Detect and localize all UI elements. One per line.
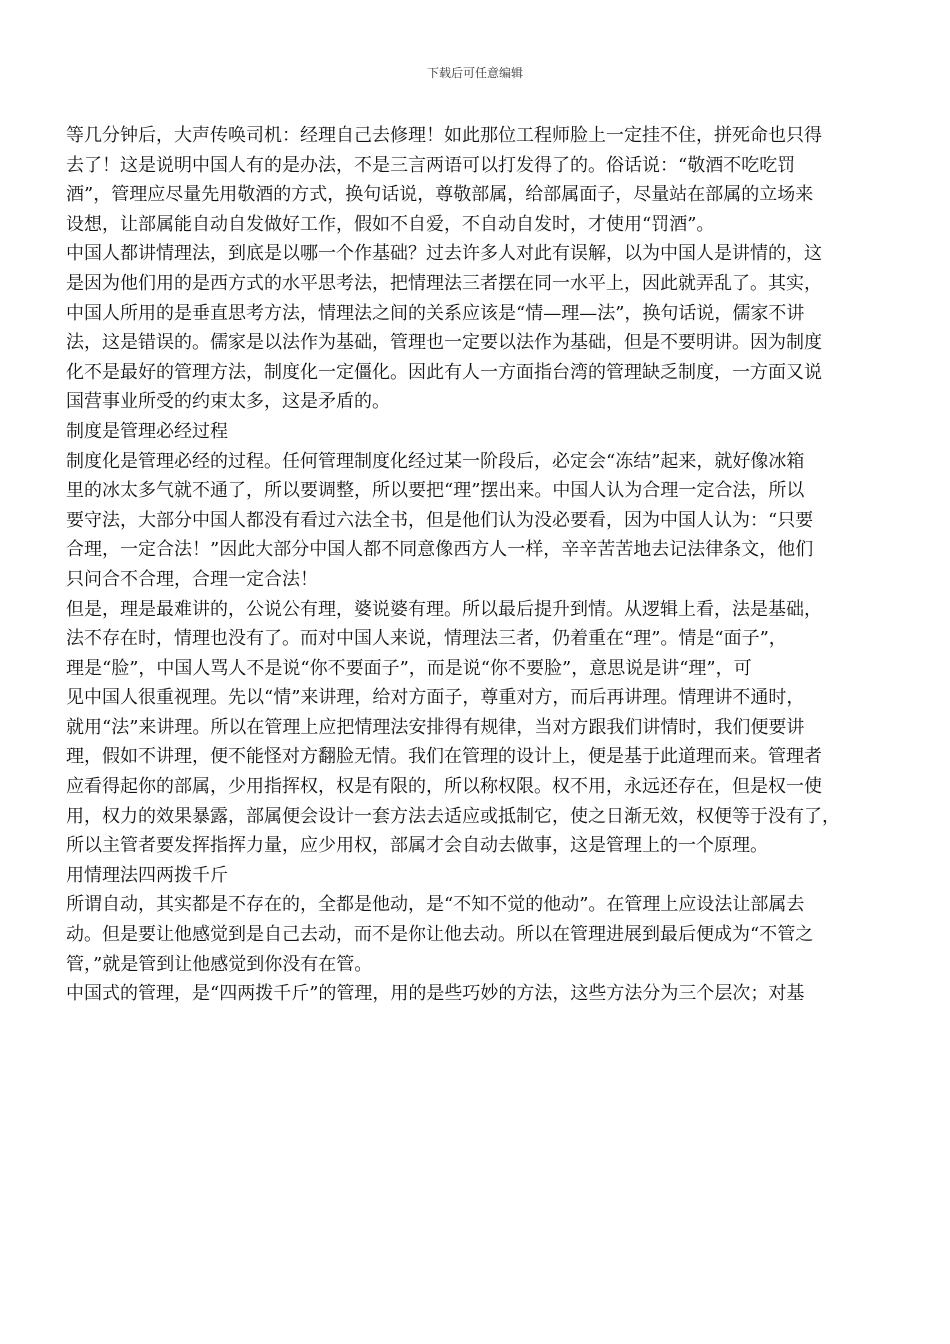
paragraph-line: 动。但是要让他感觉到是自己去动，而不是你让他去动。所以在管理进展到最后便成为“不管之 — [66, 924, 814, 946]
paragraph-line: 理，假如不讲理，便不能怪对方翻脸无情。我们在管理的设计上，便是基于此道理而来。管理者 — [66, 746, 822, 768]
paragraph-line: 所以主管者要发挥指挥力量，应少用权，部属才会自动去做事，这是管理上的一个原理。 — [66, 835, 768, 857]
paragraph-line: 见中国人很重视理。先以“情”来讲理，给对方面子，尊重对方，而后再讲理。情理讲不通时， — [66, 687, 805, 709]
section-heading: 制度是管理必经过程 — [66, 420, 228, 442]
section-heading: 用情理法四两拨千斤 — [66, 864, 228, 886]
paragraph-line: 要守法，大部分中国人都没有看过六法全书，但是他们认为没必要看，因为中国人认为：“只要 — [66, 509, 814, 531]
page-header: 下载后可任意编辑 — [426, 66, 523, 80]
paragraph-line: 里的冰太多气就不通了，所以要调整，所以要把“理”摆出来。中国人认为合理一定合法，所以 — [66, 480, 805, 502]
paragraph-line: 设想，让部属能自动自发做好工作，假如不自爱，不自动自发时，才使用“罚酒”。 — [66, 213, 715, 235]
paragraph-line: 管，”就是管到让他感觉到你没有在管。 — [66, 953, 373, 975]
paragraph-line: 所谓自动，其实都是不存在的，全都是他动，是“不知不觉的他动”。在管理上应设法让部属去 — [66, 894, 805, 916]
paragraph-line: 法，这是错误的。儒家是以法作为基础，管理也一定要以法作为基础，但是不要明讲。因为制度 — [66, 332, 822, 354]
paragraph-line: 中国人都讲情理法，到底是以哪一个作基础？过去许多人对此有误解，以为中国人是讲情的，这 — [66, 243, 822, 265]
document-body — [66, 121, 886, 1009]
paragraph-line: 合理，一定合法！”因此大部分中国人都不同意像西方人一样，辛辛苦苦地去记法律条文，他们 — [66, 539, 814, 561]
paragraph-line: 应看得起你的部属，少用指挥权，权是有限的，所以称权限。权不用，永远还存在，但是权一使 — [66, 776, 822, 798]
paragraph-line: 理是“脸”，中国人骂人不是说“你不要面子”，而是说“你不要脸”，意思说是讲“理”，可 — [66, 657, 752, 679]
paragraph-line: 但是，理是最难讲的，公说公有理，婆说婆有理。所以最后提升到情。从逻辑上看，法是基础， — [66, 598, 822, 620]
paragraph-line: 用，权力的效果暴露，部属便会设计一套方法去适应或抵制它，使之日渐无效，权便等于没有了， — [66, 805, 840, 827]
paragraph-line: 化不是最好的管理方法，制度化一定僵化。因此有人一方面指台湾的管理缺乏制度，一方面又说 — [66, 361, 822, 383]
paragraph-line: 等几分钟后，大声传唤司机：经理自己去修理！如此那位工程师脸上一定挂不住，拼死命也只得 — [66, 125, 822, 146]
paragraph-line: 中国人所用的是垂直思考方法，情理法之间的关系应该是“情—理—法”，换句话说，儒家不讲 — [66, 302, 805, 324]
paragraph-line: 酒”，管理应尽量先用敬酒的方式，换句话说，尊敬部属，给部属面子，尽量站在部属的立场来 — [66, 184, 814, 206]
paragraph-line: 是因为他们用的是西方式的水平思考法，把情理法三者摆在同一水平上，因此就弄乱了。其实， — [66, 272, 822, 294]
paragraph-line: 就用“法”来讲理。所以在管理上应把情理法安排得有规律，当对方跟我们讲情时，我们便要讲 — [66, 716, 805, 738]
paragraph-line: 只问合不合理，合理一定合法！ — [66, 568, 318, 590]
paragraph-line: 中国式的管理，是“四两拨千斤”的管理，用的是些巧妙的方法，这些方法分为三个层次；对基 — [66, 983, 805, 1005]
paragraph-line: 去了！这是说明中国人有的是办法，不是三言两语可以打发得了的。俗话说：“敬酒不吃吃罚 — [66, 154, 796, 176]
paragraph-line: 国营事业所受的约束太多，这是矛盾的。 — [66, 391, 390, 413]
paragraph-line: 法不存在时，情理也没有了。而对中国人来说，情理法三者，仍着重在“理”。情是“面子”， — [66, 628, 787, 650]
paragraph-line: 制度化是管理必经的过程。任何管理制度化经过某一阶段后，必定会“冻结”起来，就好像冰箱 — [66, 450, 805, 472]
